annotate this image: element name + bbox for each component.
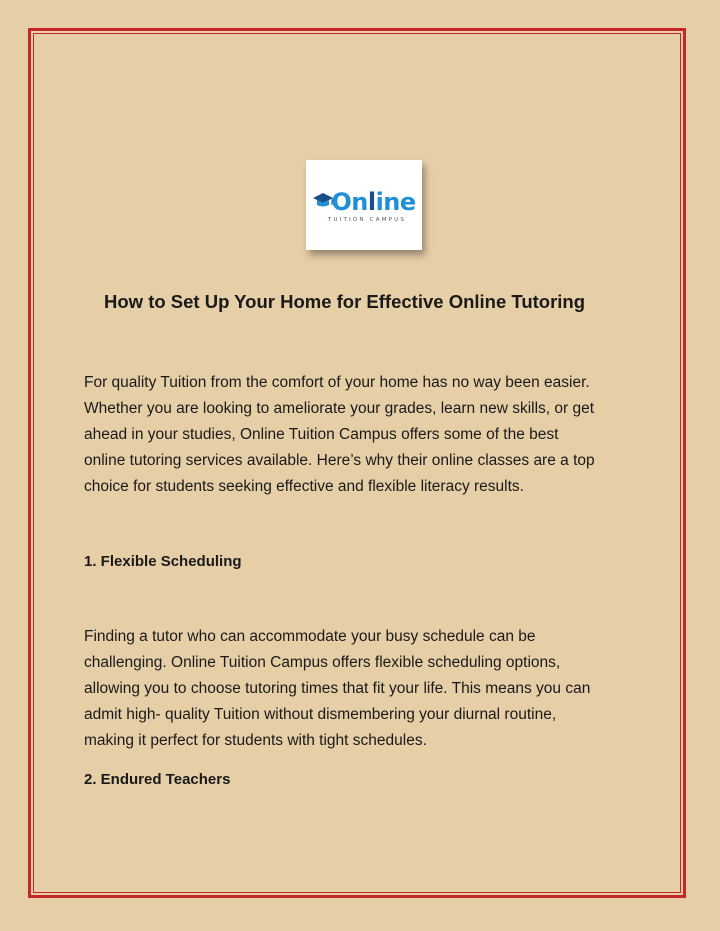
section-heading-endured-teachers: 2. Endured Teachers [84, 771, 231, 788]
logo-text-part3: ine [375, 187, 416, 216]
intro-paragraph [84, 370, 664, 500]
logo-tagline: TUITION CAMPUS [327, 216, 407, 223]
logo-wordmark [312, 187, 416, 216]
section1-line: challenging. Online Tuition Campus offers flexible scheduling options, [84, 654, 561, 671]
intro-line: online tutoring services available. Here’s why their online classes are a top [84, 452, 595, 469]
section1-paragraph [84, 624, 664, 754]
logo-text [331, 187, 416, 216]
logo-text-part2: l [367, 187, 376, 216]
logo-text-part1: On [331, 187, 368, 216]
intro-line: choice for students seeking effective and flexible literacy results. [84, 478, 524, 495]
section-heading-flexible-scheduling: 1. Flexible Scheduling [84, 553, 242, 570]
section1-line: admit high- quality Tuition without dismembering your diurnal routine, [84, 706, 557, 723]
document-title: How to Set Up Your Home for Effective Online Tutoring [104, 291, 586, 312]
logo [306, 160, 422, 250]
intro-line: Whether you are looking to ameliorate your grades, learn new skills, or get [84, 400, 595, 417]
intro-line: ahead in your studies, Online Tuition Campus offers some of the best [84, 426, 559, 443]
section1-line: making it perfect for students with tight schedules. [84, 732, 427, 749]
section1-line: Finding a tutor who can accommodate your busy schedule can be [84, 628, 536, 645]
section1-line: allowing you to choose tutoring times that fit your life. This means you can [84, 680, 591, 697]
intro-line: For quality Tuition from the comfort of your home has no way been easier. [84, 374, 590, 391]
